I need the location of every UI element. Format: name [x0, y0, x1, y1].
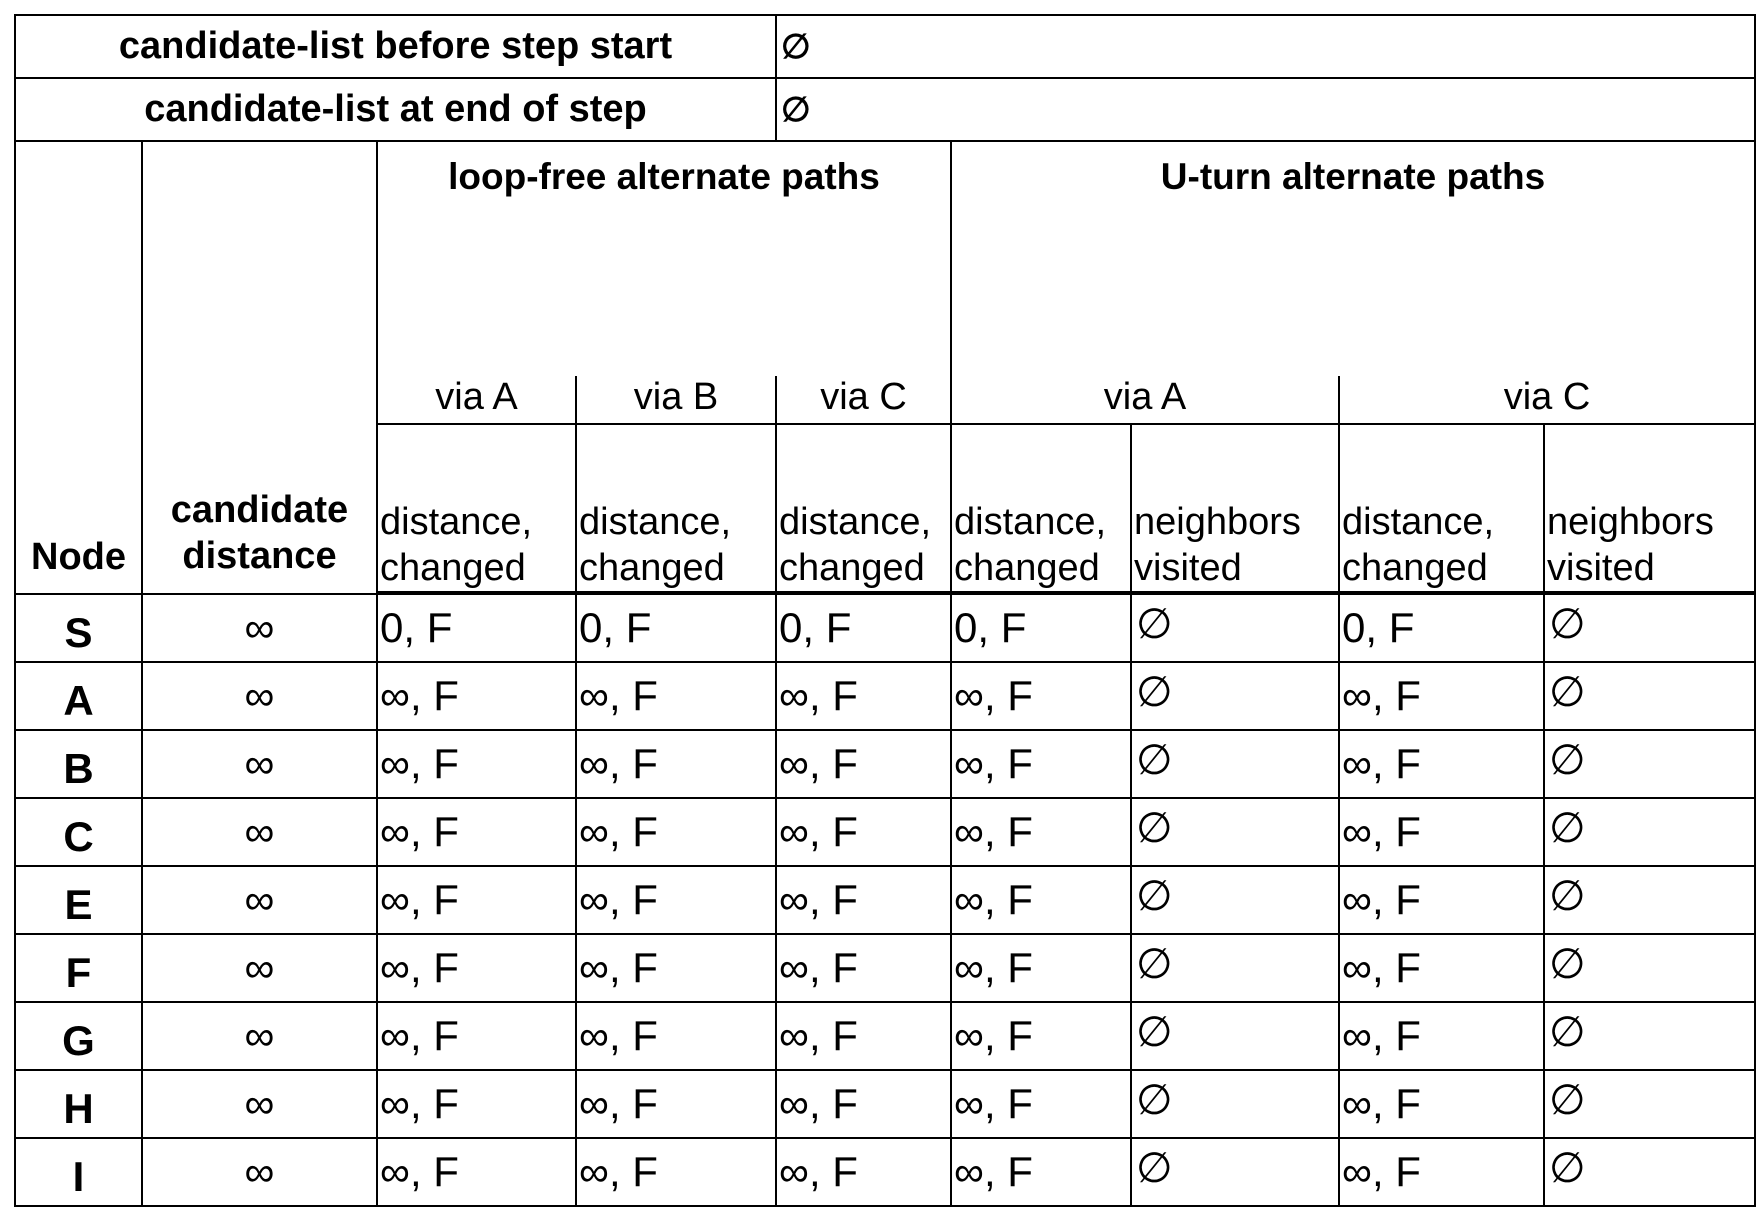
- table-row: [15, 594, 1755, 662]
- table-row: [15, 934, 1755, 1002]
- cell-lfb: ∞, F: [576, 1070, 776, 1138]
- candidate-list-end-value: ∅: [776, 78, 1755, 141]
- cell-cand: ∞: [142, 1138, 377, 1206]
- cell-uta-d: ∞, F: [951, 934, 1131, 1002]
- cell-cand: ∞: [142, 934, 377, 1002]
- ut-via-a: via A: [951, 376, 1339, 424]
- cell-node: H: [15, 1070, 142, 1138]
- cell-uta-d: ∞, F: [951, 866, 1131, 934]
- table-row: [15, 1138, 1755, 1206]
- cell-node: B: [15, 730, 142, 798]
- ut-a-neighbors-header: neighbors visited: [1131, 424, 1339, 592]
- cell-lfa: ∞, F: [377, 934, 576, 1002]
- cell-lfc: ∞, F: [776, 934, 951, 1002]
- cell-lfc: ∞, F: [776, 1138, 951, 1206]
- cell-uta-n: ∅: [1131, 798, 1339, 866]
- cell-utc-d: ∞, F: [1339, 730, 1544, 798]
- cell-utc-n: ∅: [1544, 1138, 1755, 1206]
- cell-lfb: ∞, F: [576, 866, 776, 934]
- cell-utc-d: ∞, F: [1339, 798, 1544, 866]
- cell-uta-d: ∞, F: [951, 662, 1131, 730]
- cell-node: F: [15, 934, 142, 1002]
- cell-lfb: 0, F: [576, 594, 776, 662]
- candidate-list-end-row: [15, 78, 1755, 141]
- cell-lfa: ∞, F: [377, 1002, 576, 1070]
- table-row: [15, 1002, 1755, 1070]
- cell-lfa: 0, F: [377, 594, 576, 662]
- lf-via-c: via C: [776, 376, 951, 424]
- cell-utc-d: ∞, F: [1339, 934, 1544, 1002]
- cell-uta-d: ∞, F: [951, 1138, 1131, 1206]
- cell-cand: ∞: [142, 594, 377, 662]
- cell-utc-d: 0, F: [1339, 594, 1544, 662]
- cell-node: G: [15, 1002, 142, 1070]
- cell-lfb: ∞, F: [576, 1138, 776, 1206]
- cell-node: C: [15, 798, 142, 866]
- cell-lfa: ∞, F: [377, 866, 576, 934]
- cell-utc-d: ∞, F: [1339, 1002, 1544, 1070]
- cell-utc-n: ∅: [1544, 662, 1755, 730]
- cell-utc-n: ∅: [1544, 798, 1755, 866]
- candidate-list-before-row: [15, 15, 1755, 78]
- ut-via-c: via C: [1339, 376, 1755, 424]
- path-computation-table: [14, 14, 1756, 1207]
- lf-c-distance-header: distance, changed: [776, 424, 951, 592]
- cell-lfb: ∞, F: [576, 730, 776, 798]
- cell-node: E: [15, 866, 142, 934]
- cell-uta-n: ∅: [1131, 730, 1339, 798]
- cell-lfb: ∞, F: [576, 934, 776, 1002]
- cell-uta-n: ∅: [1131, 1002, 1339, 1070]
- cell-lfb: ∞, F: [576, 1002, 776, 1070]
- cell-uta-d: ∞, F: [951, 1070, 1131, 1138]
- cell-lfc: ∞, F: [776, 730, 951, 798]
- cell-utc-d: ∞, F: [1339, 1070, 1544, 1138]
- cell-lfc: 0, F: [776, 594, 951, 662]
- cell-lfa: ∞, F: [377, 1070, 576, 1138]
- cell-utc-n: ∅: [1544, 594, 1755, 662]
- node-header: Node: [15, 141, 142, 594]
- cell-lfa: ∞, F: [377, 730, 576, 798]
- cell-uta-n: ∅: [1131, 1070, 1339, 1138]
- cell-utc-d: ∞, F: [1339, 662, 1544, 730]
- table-row: [15, 798, 1755, 866]
- candidate-distance-header: candidate distance: [142, 141, 377, 594]
- cell-cand: ∞: [142, 662, 377, 730]
- cell-utc-n: ∅: [1544, 1002, 1755, 1070]
- ut-c-distance-header: distance, changed: [1339, 424, 1544, 592]
- u-turn-header: U-turn alternate paths: [951, 141, 1755, 376]
- ut-c-neighbors-header: neighbors visited: [1544, 424, 1755, 592]
- loop-free-header: loop-free alternate paths: [377, 141, 951, 376]
- table-row: [15, 1070, 1755, 1138]
- ut-a-distance-header: distance, changed: [951, 424, 1131, 592]
- cell-uta-n: ∅: [1131, 1138, 1339, 1206]
- cell-utc-n: ∅: [1544, 866, 1755, 934]
- cell-lfc: ∞, F: [776, 866, 951, 934]
- cell-uta-d: 0, F: [951, 594, 1131, 662]
- lf-via-a: via A: [377, 376, 576, 424]
- cell-uta-d: ∞, F: [951, 1002, 1131, 1070]
- cell-cand: ∞: [142, 1002, 377, 1070]
- cell-lfc: ∞, F: [776, 1070, 951, 1138]
- cell-node: A: [15, 662, 142, 730]
- table-row: [15, 662, 1755, 730]
- cell-node: S: [15, 594, 142, 662]
- cell-lfa: ∞, F: [377, 1138, 576, 1206]
- cell-cand: ∞: [142, 730, 377, 798]
- cell-lfa: ∞, F: [377, 662, 576, 730]
- table-row: [15, 866, 1755, 934]
- candidate-list-before-value: ∅: [776, 15, 1755, 78]
- table-row: [15, 730, 1755, 798]
- cell-lfc: ∞, F: [776, 1002, 951, 1070]
- cell-uta-n: ∅: [1131, 866, 1339, 934]
- cell-node: I: [15, 1138, 142, 1206]
- lf-via-b: via B: [576, 376, 776, 424]
- cell-uta-d: ∞, F: [951, 798, 1131, 866]
- cell-uta-n: ∅: [1131, 662, 1339, 730]
- cell-lfc: ∞, F: [776, 798, 951, 866]
- cell-utc-d: ∞, F: [1339, 866, 1544, 934]
- cell-uta-n: ∅: [1131, 594, 1339, 662]
- cell-lfb: ∞, F: [576, 662, 776, 730]
- cell-utc-n: ∅: [1544, 730, 1755, 798]
- cell-uta-d: ∞, F: [951, 730, 1131, 798]
- lf-a-distance-header: distance, changed: [377, 424, 576, 592]
- cell-cand: ∞: [142, 866, 377, 934]
- cell-lfc: ∞, F: [776, 662, 951, 730]
- cell-utc-d: ∞, F: [1339, 1138, 1544, 1206]
- cell-utc-n: ∅: [1544, 934, 1755, 1002]
- cell-cand: ∞: [142, 798, 377, 866]
- cell-lfb: ∞, F: [576, 798, 776, 866]
- candidate-list-end-label: candidate-list at end of step: [15, 78, 776, 141]
- cell-utc-n: ∅: [1544, 1070, 1755, 1138]
- cell-lfa: ∞, F: [377, 798, 576, 866]
- lf-b-distance-header: distance, changed: [576, 424, 776, 592]
- candidate-list-before-label: candidate-list before step start: [15, 15, 776, 78]
- group-header-row: [15, 141, 1755, 376]
- cell-cand: ∞: [142, 1070, 377, 1138]
- cell-uta-n: ∅: [1131, 934, 1339, 1002]
